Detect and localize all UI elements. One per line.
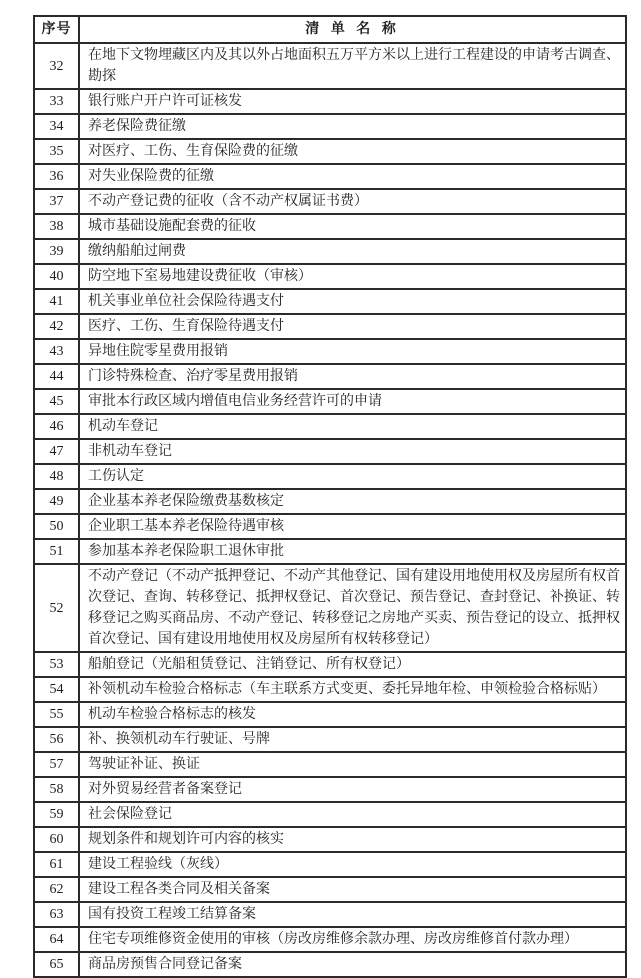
table-row: [34, 702, 626, 727]
row-name-cell: 医疗、工伤、生育保险待遇支付: [79, 314, 626, 339]
row-number-cell: 37: [34, 189, 79, 214]
row-name-cell: 参加基本养老保险职工退休审批: [79, 539, 626, 564]
table-row: [34, 389, 626, 414]
row-name-cell: 建设工程验线（灰线）: [79, 852, 626, 877]
row-name-cell: 缴纳船舶过闸费: [79, 239, 626, 264]
row-name-cell: 国有投资工程竣工结算备案: [79, 902, 626, 927]
row-name-cell: 不动产登记费的征收（含不动产权属证书费）: [79, 189, 626, 214]
row-number-cell: 39: [34, 239, 79, 264]
row-name-cell: 机动车登记: [79, 414, 626, 439]
row-number-cell: 53: [34, 652, 79, 677]
row-name-cell: 补、换领机动车行驶证、号牌: [79, 727, 626, 752]
table-row: [34, 514, 626, 539]
row-name-cell: 企业基本养老保险缴费基数核定: [79, 489, 626, 514]
row-name-cell: 养老保险费征缴: [79, 114, 626, 139]
row-number-cell: 45: [34, 389, 79, 414]
table-row: [34, 652, 626, 677]
table-row: [34, 364, 626, 389]
row-number-cell: 35: [34, 139, 79, 164]
header-row: [34, 16, 626, 43]
table-row: [34, 464, 626, 489]
row-name-cell: 船舶登记（光船租赁登记、注销登记、所有权登记）: [79, 652, 626, 677]
row-number-cell: 61: [34, 852, 79, 877]
row-name-cell: 机动车检验合格标志的核发: [79, 702, 626, 727]
table-row: [34, 727, 626, 752]
table-row: [34, 752, 626, 777]
row-name-cell: 建设工程各类合同及相关备案: [79, 877, 626, 902]
list-table-body: [34, 43, 626, 977]
row-number-cell: 43: [34, 339, 79, 364]
table-row: [34, 289, 626, 314]
row-number-cell: 50: [34, 514, 79, 539]
row-number-cell: 59: [34, 802, 79, 827]
table-row: [34, 139, 626, 164]
table-row: [34, 539, 626, 564]
row-number-cell: 60: [34, 827, 79, 852]
row-number-cell: 52: [34, 564, 79, 652]
row-name-cell: 在地下文物埋藏区内及其以外占地面积五万平方米以上进行工程建设的申请考古调查、勘探: [79, 43, 626, 89]
row-number-cell: 54: [34, 677, 79, 702]
row-name-cell: 驾驶证补证、换证: [79, 752, 626, 777]
row-number-cell: 51: [34, 539, 79, 564]
row-number-cell: 33: [34, 89, 79, 114]
row-number-cell: 46: [34, 414, 79, 439]
row-name-cell: 住宅专项维修资金使用的审核（房改房维修余款办理、房改房维修首付款办理）: [79, 927, 626, 952]
table-row: [34, 314, 626, 339]
row-name-cell: 审批本行政区域内增值电信业务经营许可的申请: [79, 389, 626, 414]
table-row: [34, 852, 626, 877]
row-name-cell: 不动产登记（不动产抵押登记、不动产其他登记、国有建设用地使用权及房屋所有权首次登记、查询、转移登记、抵押权登记、首次登记、预告登记、查封登记、补换证、转移登记之购买商品房、不动产登记、转移登记之房地产买卖、预告登记的设立、抵押权首次登记、国有建设用地使用权及房屋所有权转移登记）: [79, 564, 626, 652]
table-row: [34, 677, 626, 702]
table-row: [34, 877, 626, 902]
row-number-cell: 55: [34, 702, 79, 727]
row-name-cell: 社会保险登记: [79, 802, 626, 827]
table-row: [34, 189, 626, 214]
row-number-cell: 62: [34, 877, 79, 902]
table-row: [34, 902, 626, 927]
row-name-cell: 工伤认定: [79, 464, 626, 489]
row-name-cell: 门诊特殊检查、治疗零星费用报销: [79, 364, 626, 389]
table-row: [34, 439, 626, 464]
table-row: [34, 564, 626, 652]
row-number-cell: 40: [34, 264, 79, 289]
row-number-cell: 34: [34, 114, 79, 139]
table-row: [34, 952, 626, 977]
row-number-cell: 38: [34, 214, 79, 239]
column-header-name: 清 单 名 称: [79, 16, 626, 43]
row-number-cell: 64: [34, 927, 79, 952]
row-number-cell: 65: [34, 952, 79, 977]
row-name-cell: 对医疗、工伤、生育保险费的征缴: [79, 139, 626, 164]
table-row: [34, 927, 626, 952]
row-name-cell: 补领机动车检验合格标志（车主联系方式变更、委托异地年检、申领检验合格标贴）: [79, 677, 626, 702]
table-row: [34, 264, 626, 289]
table-row: [34, 802, 626, 827]
row-number-cell: 56: [34, 727, 79, 752]
row-number-cell: 44: [34, 364, 79, 389]
row-number-cell: 41: [34, 289, 79, 314]
row-number-cell: 32: [34, 43, 79, 89]
table-row: [34, 339, 626, 364]
table-row: [34, 164, 626, 189]
row-name-cell: 对失业保险费的征缴: [79, 164, 626, 189]
table-row: [34, 777, 626, 802]
row-name-cell: 企业职工基本养老保险待遇审核: [79, 514, 626, 539]
row-number-cell: 36: [34, 164, 79, 189]
row-name-cell: 对外贸易经营者备案登记: [79, 777, 626, 802]
table-row: [34, 827, 626, 852]
row-name-cell: 防空地下室易地建设费征收（审核）: [79, 264, 626, 289]
row-name-cell: 城市基础设施配套费的征收: [79, 214, 626, 239]
row-name-cell: 规划条件和规划许可内容的核实: [79, 827, 626, 852]
row-number-cell: 63: [34, 902, 79, 927]
table-row: [34, 489, 626, 514]
table-row: [34, 43, 626, 89]
row-number-cell: 58: [34, 777, 79, 802]
row-name-cell: 非机动车登记: [79, 439, 626, 464]
table-row: [34, 114, 626, 139]
table-row: [34, 239, 626, 264]
row-number-cell: 47: [34, 439, 79, 464]
column-header-no: 序号: [34, 16, 79, 43]
row-name-cell: 商品房预售合同登记备案: [79, 952, 626, 977]
row-number-cell: 42: [34, 314, 79, 339]
row-name-cell: 银行账户开户许可证核发: [79, 89, 626, 114]
row-number-cell: 48: [34, 464, 79, 489]
row-number-cell: 57: [34, 752, 79, 777]
table-row: [34, 214, 626, 239]
row-name-cell: 机关事业单位社会保险待遇支付: [79, 289, 626, 314]
row-name-cell: 异地住院零星费用报销: [79, 339, 626, 364]
table-row: [34, 414, 626, 439]
table-row: [34, 89, 626, 114]
row-number-cell: 49: [34, 489, 79, 514]
list-table: [33, 15, 627, 978]
